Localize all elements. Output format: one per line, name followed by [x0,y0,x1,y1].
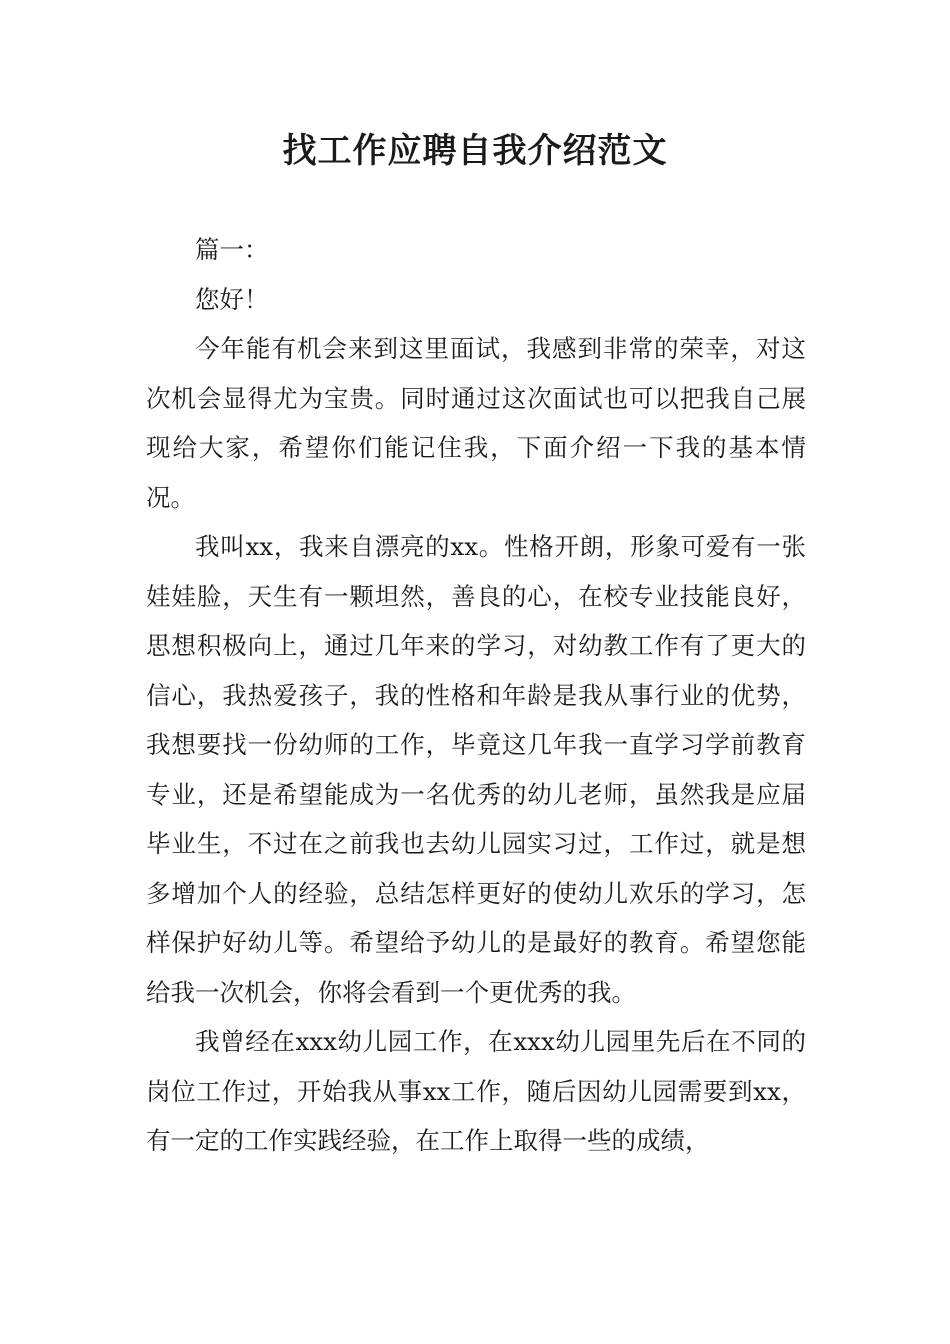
document-body [146,225,806,1166]
paragraph-greeting: 您好！ [195,284,269,314]
paragraph-section-label: 篇一： [195,235,269,264]
paragraph-opening: 今年能有机会来到这里面试，我感到非常的荣幸，对这次机会显得尤为宝贵。同时通过这次面试也可以把我自己展现给大家，希望你们能记住我，下面介绍一下我的基本情况。 [146,334,806,512]
paragraph-experience: 我曾经在xxx幼儿园工作，在xxx幼儿园里先后在不同的岗位工作过，开始我从事xx工作，随后因幼儿园需要到xx，有一定的工作实践经验，在工作上取得一些的成绩， [146,1027,806,1155]
document-title: 找工作应聘自我介绍范文 [282,131,668,171]
paragraph-self-intro: 我叫xx，我来自漂亮的xx。性格开朗，形象可爱有一张娃娃脸，天生有一颗坦然，善良的心，在校专业技能良好，思想积极向上，通过几年来的学习，对幼教工作有了更大的信心，我热爱孩子，我的性格和年龄是我从事行业的优势，我想要找一份幼师的工作，毕竟这几年我一直学习学前教育专业，还是希望能成为一名优秀的幼儿老师，虽然我是应届毕业生，不过在之前我也去幼儿园实习过，工作过，就是想多增加个人的经验，总结怎样更好的使幼儿欢乐的学习，怎样保护好幼儿等。希望给予幼儿的是最好的教育。希望您能给我一次机会，你将会看到一个更优秀的我。 [146,532,806,1007]
